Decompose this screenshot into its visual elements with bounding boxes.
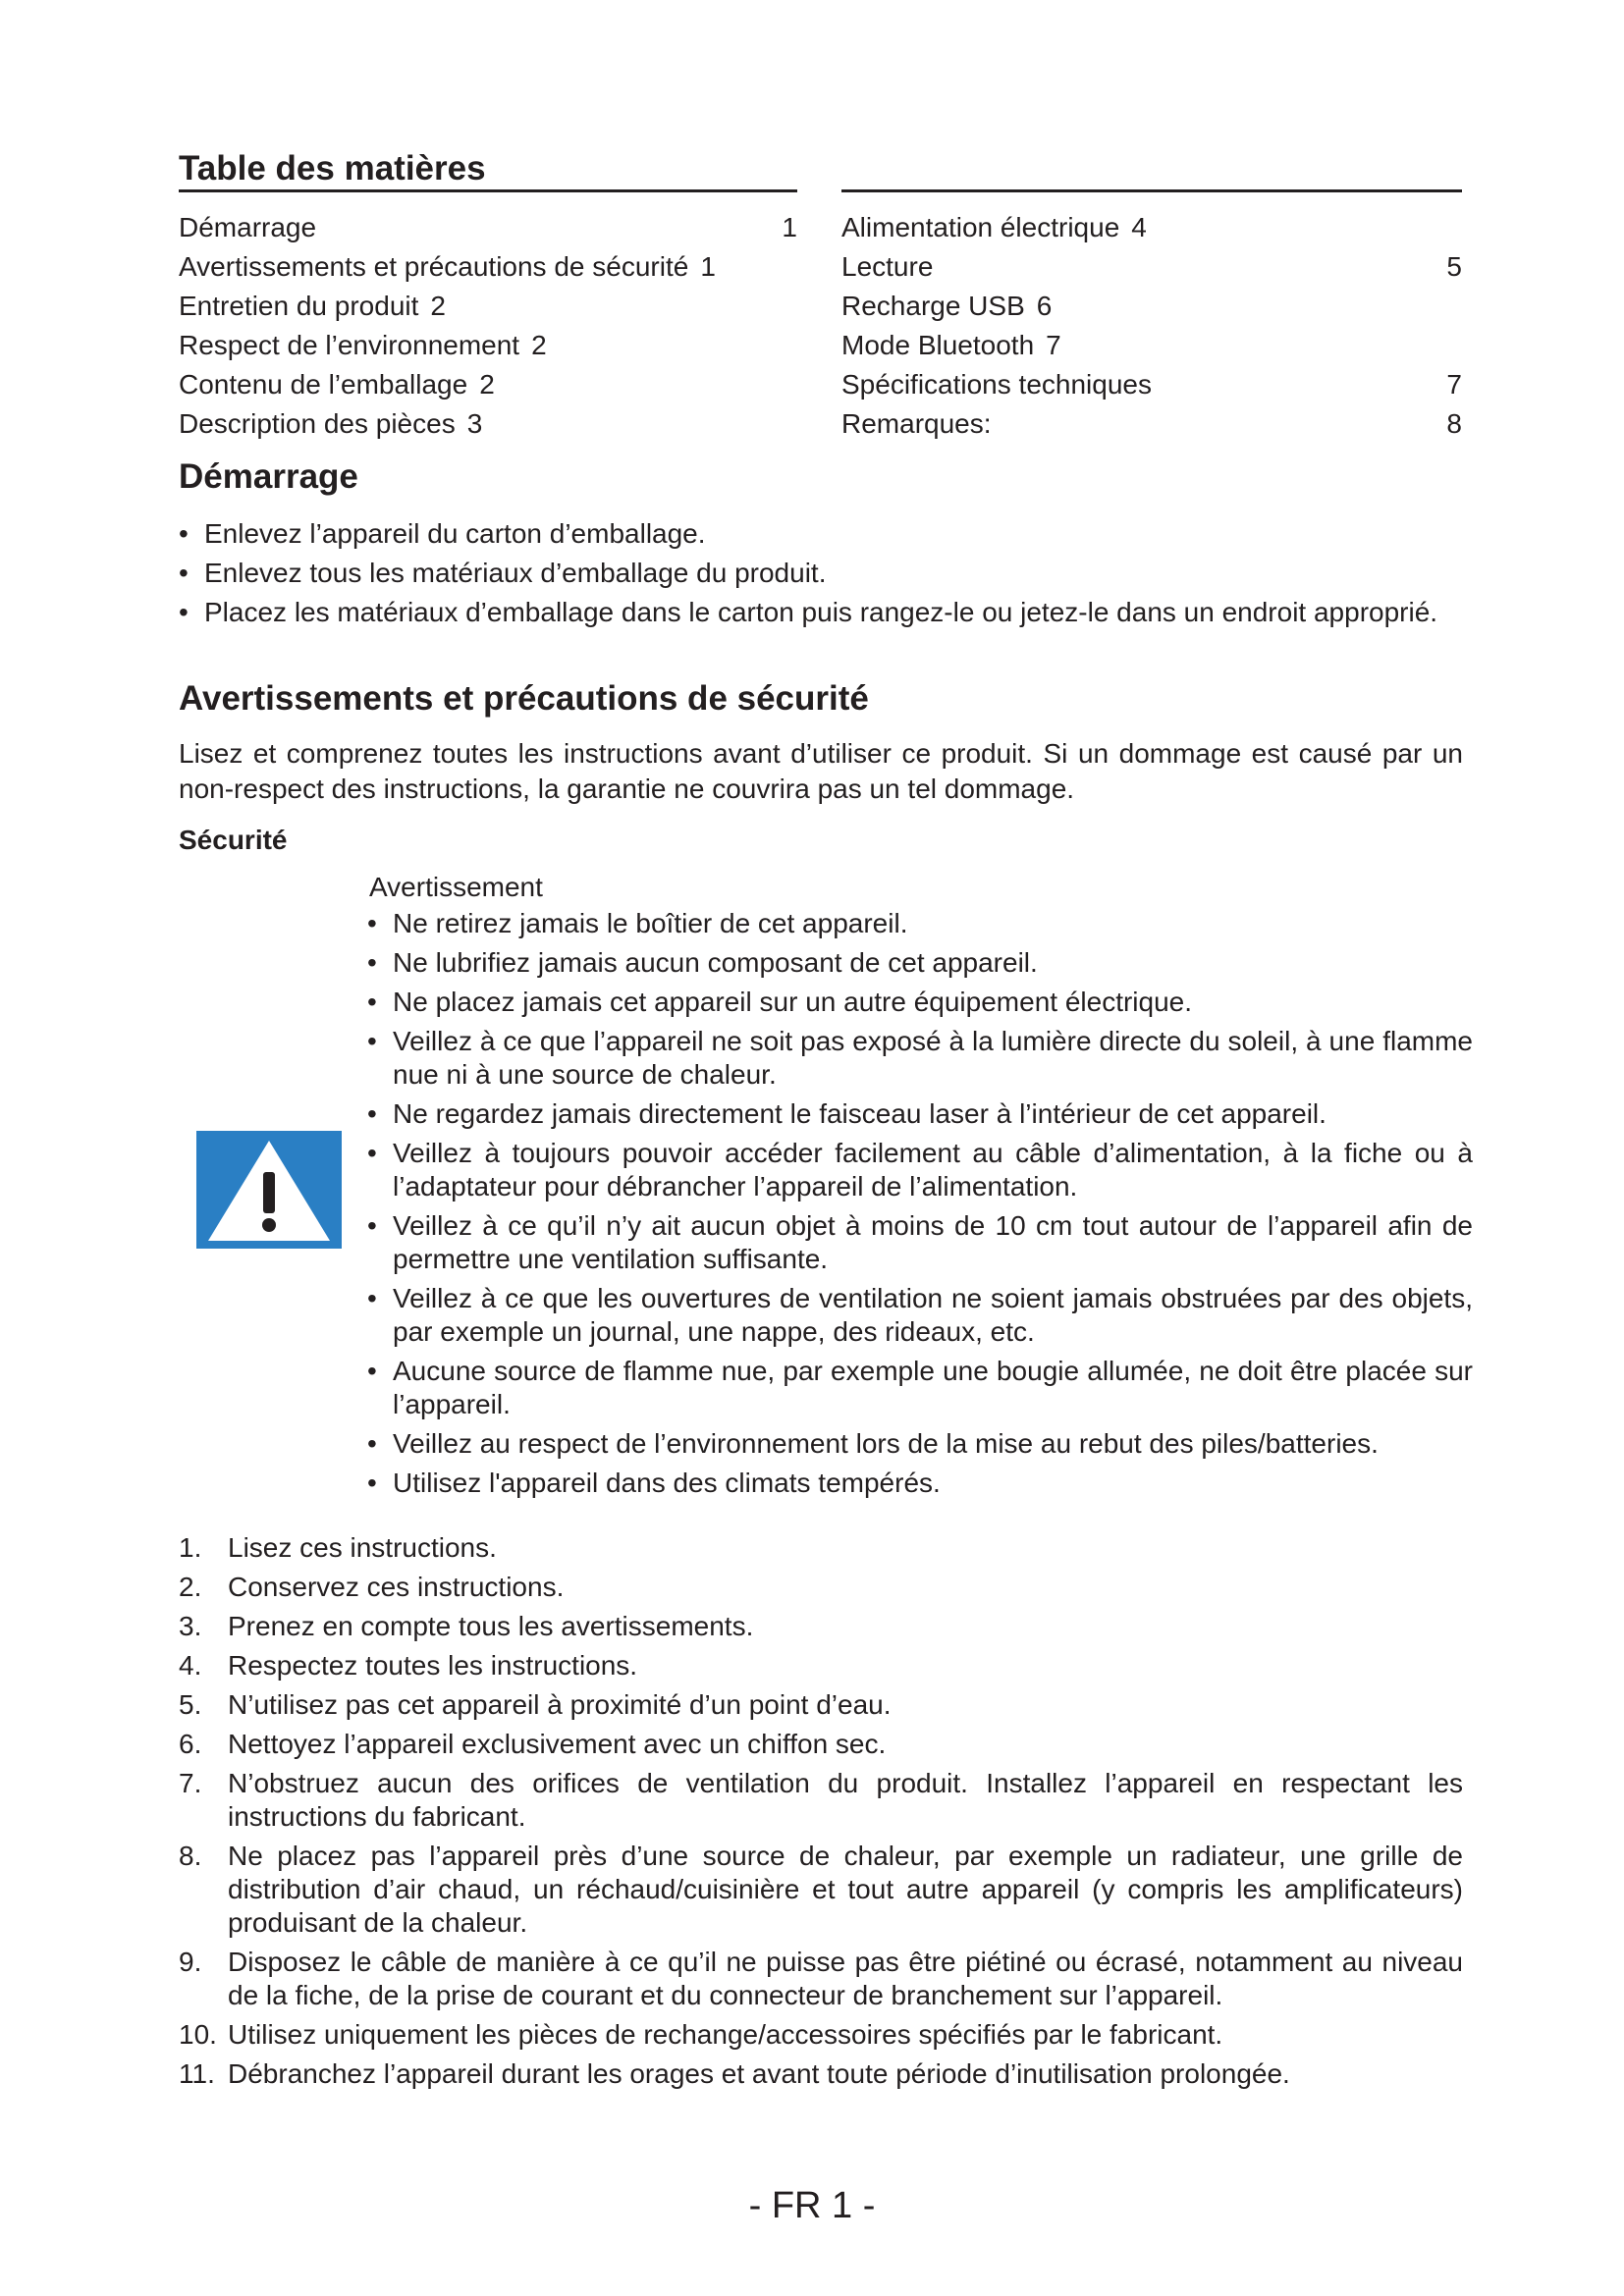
item-number: 1. (179, 1532, 202, 1563)
list-item (177, 1610, 1463, 1643)
item-number: 11. (179, 2058, 215, 2089)
toc-entry[interactable] (841, 208, 1462, 247)
item-number: 8. (179, 1841, 202, 1871)
list-item: • Ne placez jamais cet appareil sur un autre équipement électrique. (365, 986, 1473, 1019)
avertissements-heading: Avertissements et précautions de sécurité (179, 679, 869, 718)
toc-entry-page: 1 (782, 212, 797, 242)
list-item: • Utilisez l'appareil dans des climats tempérés. (365, 1467, 1473, 1500)
toc-entry-page: 2 (479, 369, 495, 400)
list-item: • Veillez à ce qu’il n’y ait aucun objet à moins de 10 cm tout autour de l’appareil afin de permettre une ventilation suffisante. (365, 1209, 1473, 1276)
toc-entry[interactable] (179, 404, 797, 444)
toc-entry-label: Respect de l’environnement (179, 330, 520, 360)
list-item: • Aucune source de flamme nue, par exemple une bougie allumée, ne doit être placée sur l’appareil. (365, 1355, 1473, 1421)
toc-entry[interactable] (841, 404, 1462, 444)
toc-entry-label: Mode Bluetooth (841, 330, 1035, 360)
list-item (177, 1728, 1463, 1761)
list-item (177, 1688, 1463, 1722)
toc-entry-page: 2 (531, 330, 547, 360)
item-text: Nettoyez l’appareil exclusivement avec un chiffon sec. (228, 1729, 887, 1759)
list-item: • Veillez à ce que les ouvertures de ventilation ne soient jamais obstruées par des objets, par exemple un journal, une nappe, des rideaux, etc. (365, 1282, 1473, 1349)
toc-right-column (841, 208, 1462, 444)
toc-entry-label: Avertissements et précautions de sécurité (179, 251, 689, 282)
toc-entry-label: Démarrage (179, 212, 317, 242)
toc-entry[interactable] (179, 208, 797, 247)
item-text: Disposez le câble de manière à ce qu’il ne puisse pas être piétiné ou écrasé, notamment au niveau de la fiche, de la prise de courant et du connecteur de branchement sur l’appareil. (228, 1947, 1463, 2010)
item-number: 5. (179, 1689, 202, 1720)
item-number: 2. (179, 1572, 202, 1602)
list-item: • Ne regardez jamais directement le faisceau laser à l’intérieur de cet appareil. (365, 1097, 1473, 1131)
toc-entry-page: 5 (1446, 251, 1462, 282)
item-text: N’obstruez aucun des orifices de ventilation du produit. Installez l’appareil en respectant les instructions du fabricant. (228, 1768, 1463, 1832)
toc-entry-label: Recharge USB (841, 291, 1025, 321)
warning-label: Avertissement (369, 872, 543, 902)
list-item (177, 1531, 1463, 1565)
list-item: • Veillez à toujours pouvoir accéder facilement au câble d’alimentation, à la fiche ou à l’adaptateur pour débrancher l’appareil de l’alimentation. (365, 1137, 1473, 1203)
toc-entry-label: Description des pièces (179, 408, 456, 439)
item-text: Utilisez uniquement les pièces de rechange/accessoires spécifiés par le fabricant. (228, 2019, 1223, 2050)
list-item (177, 2057, 1463, 2091)
toc-entry[interactable] (841, 365, 1462, 404)
list-item (177, 2018, 1463, 2052)
list-item (177, 1946, 1463, 2012)
toc-entry-page: 4 (1131, 212, 1147, 242)
toc-entry[interactable] (179, 287, 797, 326)
instructions-list (177, 1531, 1463, 2097)
item-text: Prenez en compte tous les avertissements. (228, 1611, 754, 1641)
list-item: • Veillez à ce que l’appareil ne soit pas exposé à la lumière directe du soleil, à une flamme nue ni à une source de chaleur. (365, 1025, 1473, 1092)
toc-entry-page: 7 (1046, 330, 1061, 360)
toc-entry-page: 6 (1036, 291, 1053, 321)
securite-heading: Sécurité (179, 825, 288, 855)
toc-entry-label: Lecture (841, 251, 934, 282)
avertissements-intro: Lisez et comprenez toutes les instructions avant d’utiliser ce produit. Si un dommage est causé par un non-respect des instructions, la garantie ne couvrira pas un tel dommage. (179, 738, 1463, 804)
toc-entry[interactable] (841, 287, 1462, 326)
item-text: Ne placez pas l’appareil près d’une source de chaleur, par exemple un radiateur, une grille de distribution d’air chaud, un réchaud/cuisinière et tout autre appareil (y compris les amplificateurs) produisant de la chaleur. (228, 1841, 1463, 1938)
list-item (177, 1649, 1463, 1682)
item-text: Conservez ces instructions. (228, 1572, 565, 1602)
demarrage-list (177, 516, 1463, 634)
toc-entry-page: 1 (700, 251, 716, 282)
toc-title: Table des matières (179, 149, 486, 187)
toc-entry[interactable] (841, 326, 1462, 365)
list-item: • Enlevez tous les matériaux d’emballage du produit. (177, 556, 1463, 591)
item-text: N’utilisez pas cet appareil à proximité d’un point d’eau. (228, 1689, 892, 1720)
toc-entry[interactable] (179, 247, 797, 287)
list-item: • Enlevez l’appareil du carton d’emballage. (177, 516, 1463, 552)
toc-entry-page: 7 (1446, 369, 1462, 400)
item-text: Débranchez l’appareil durant les orages et avant toute période d’inutilisation prolongée. (228, 2058, 1290, 2089)
toc-rule-left (179, 189, 797, 192)
toc-entry-label: Contenu de l’emballage (179, 369, 468, 400)
toc-entry[interactable] (841, 247, 1462, 287)
item-text: Respectez toutes les instructions. (228, 1650, 638, 1681)
toc-entry[interactable] (179, 365, 797, 404)
toc-entry-page: 3 (466, 408, 483, 439)
toc-entry-label: Entretien du produit (179, 291, 419, 321)
item-number: 3. (179, 1611, 202, 1641)
list-item (177, 1571, 1463, 1604)
toc-left-column (179, 208, 797, 444)
list-item (177, 1767, 1463, 1834)
list-item: • Ne lubrifiez jamais aucun composant de cet appareil. (365, 946, 1473, 980)
toc-entry-page: 2 (430, 291, 446, 321)
toc-rule-right (841, 189, 1462, 192)
toc-entry[interactable] (179, 326, 797, 365)
toc-entry-label: Spécifications techniques (841, 369, 1152, 400)
item-number: 9. (179, 1947, 202, 1977)
warning-triangle-icon (196, 1131, 342, 1249)
warnings-list (365, 907, 1473, 1506)
item-number: 10. (179, 2019, 217, 2050)
list-item: • Veillez au respect de l’environnement lors de la mise au rebut des piles/batteries. (365, 1427, 1473, 1461)
page-number: - FR 1 - (748, 2185, 876, 2226)
item-text: Lisez ces instructions. (228, 1532, 497, 1563)
list-item: • Ne retirez jamais le boîtier de cet appareil. (365, 907, 1473, 940)
list-item (177, 1840, 1463, 1940)
item-number: 4. (179, 1650, 202, 1681)
demarrage-heading: Démarrage (179, 457, 358, 496)
toc-entry-label: Alimentation électrique (841, 212, 1120, 242)
item-number: 7. (179, 1768, 202, 1798)
toc-entry-label: Remarques: (841, 408, 992, 439)
list-item: • Placez les matériaux d’emballage dans le carton puis rangez-le ou jetez-le dans un endroit approprié. (177, 595, 1463, 630)
toc-entry-page: 8 (1446, 408, 1462, 439)
item-number: 6. (179, 1729, 202, 1759)
